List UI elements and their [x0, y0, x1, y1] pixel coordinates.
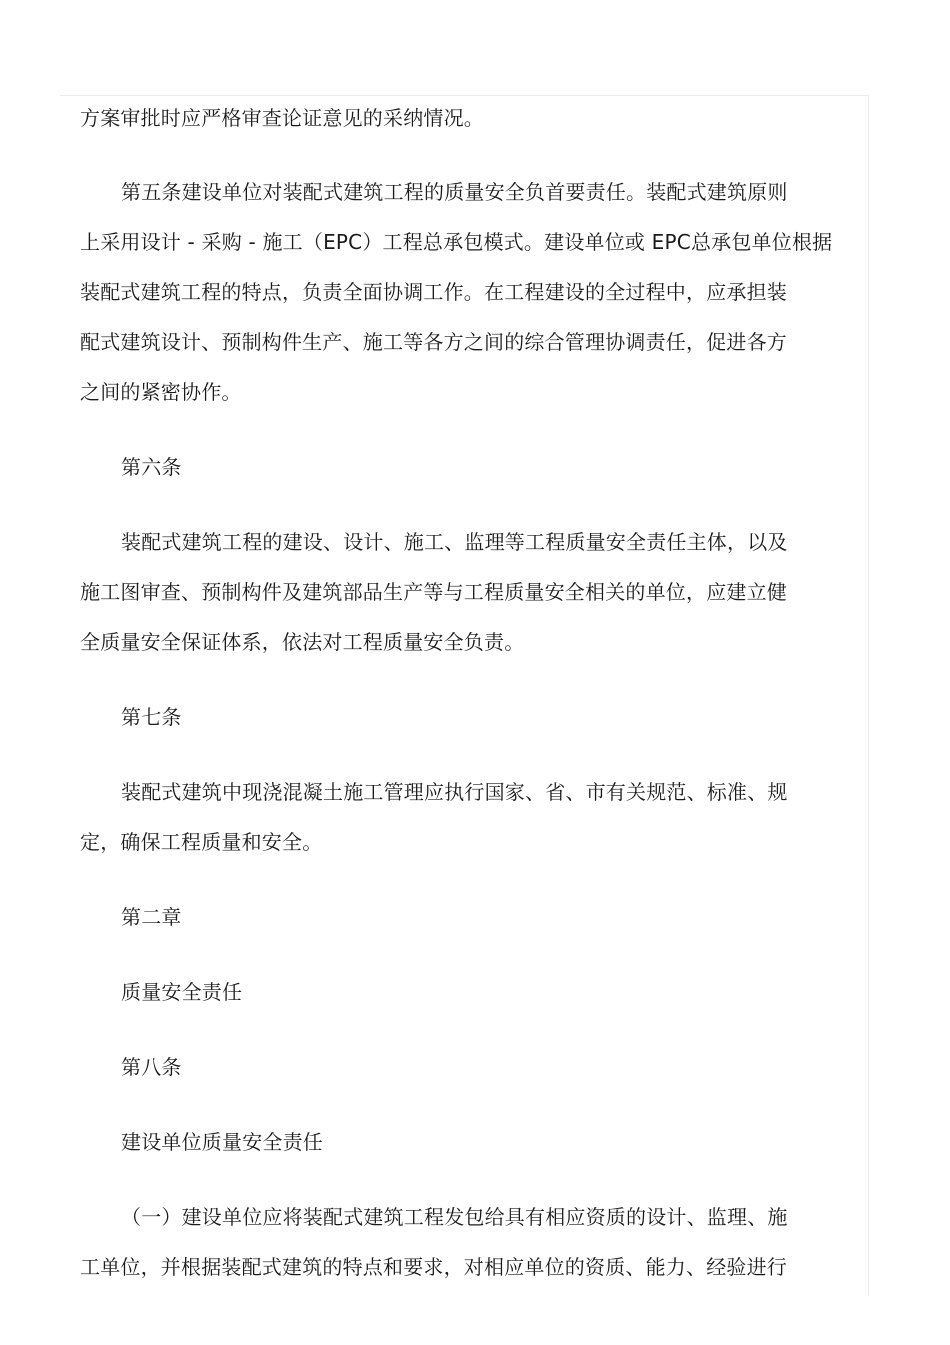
text-line: 第五条建设单位对装配式建筑工程的质量安全负首要责任。装配式建筑原则 [121, 180, 788, 204]
text-line: 施工图审查、预制构件及建筑部品生产等与工程质量安全相关的单位，应建立健 [80, 580, 787, 604]
article-heading: 第七条 [121, 705, 182, 729]
text-line: 工单位，并根据装配式建筑的特点和要求，对相应单位的资质、能力、经验进行 [80, 1255, 787, 1279]
chapter-title: 质量安全责任 [121, 980, 243, 1004]
chapter-heading: 第二章 [121, 905, 182, 929]
section-title: 建设单位质量安全责任 [121, 1130, 323, 1154]
text-line: 装配式建筑工程的特点，负责全面协调工作。在工程建设的全过程中，应承担装 [80, 280, 787, 304]
text-line: 装配式建筑工程的建设、设计、施工、监理等工程质量安全责任主体，以及 [121, 530, 788, 554]
text-line: 方案审批时应严格审查论证意见的采纳情况。 [80, 106, 484, 130]
text-line: 装配式建筑中现浇混凝土施工管理应执行国家、省、市有关规范、标准、规 [121, 780, 788, 804]
text-line: 配式建筑设计、预制构件生产、施工等各方之间的综合管理协调责任，促进各方 [80, 330, 787, 354]
text-line: 之间的紧密协作。 [80, 380, 242, 404]
text-line: （一）建设单位应将装配式建筑工程发包给具有相应资质的设计、监理、施 [121, 1205, 788, 1229]
article-heading: 第六条 [121, 455, 182, 479]
text-line: 定，确保工程质量和安全。 [80, 830, 323, 854]
page-border [60, 95, 869, 1296]
text-line: 上采用设计 - 采购 - 施工（EPC）工程总承包模式。建设单位或 EPC总承包单位根据 [80, 230, 833, 254]
article-heading: 第八条 [121, 1055, 182, 1079]
text-line: 全质量安全保证体系，依法对工程质量安全负责。 [80, 630, 525, 654]
